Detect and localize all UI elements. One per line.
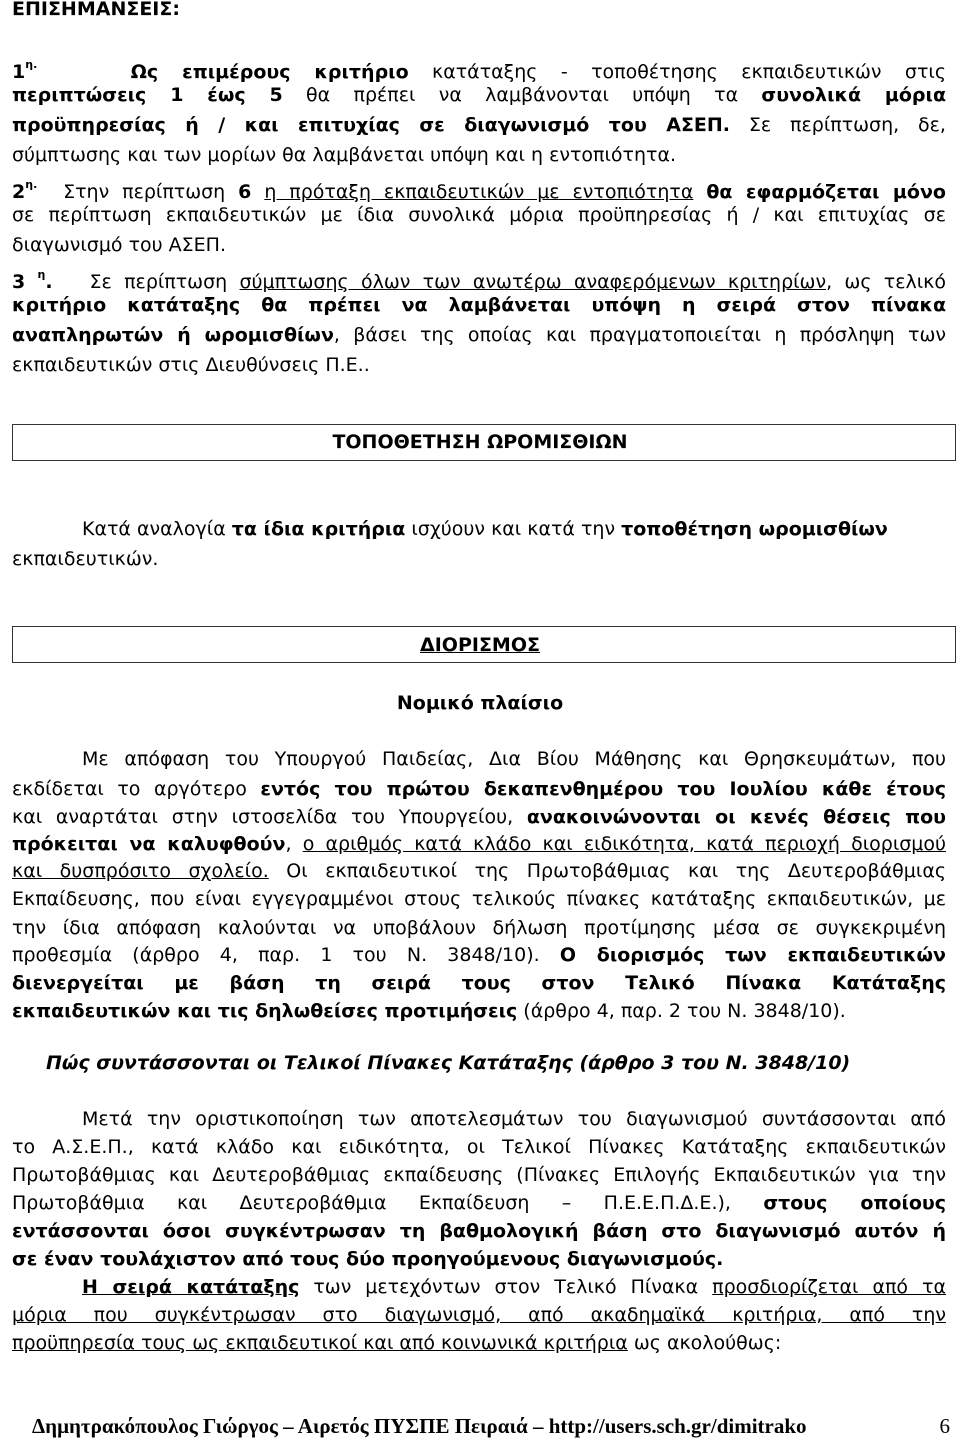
- note-3-line-4: εκπαιδευτικών στις Διευθύνσεις Π.Ε..: [12, 354, 370, 376]
- note-1-line-2: περιπτώσεις 1 έως 5 θα πρέπει να λαμβάνονται υπόψη τα συνολικά μόρια: [12, 84, 946, 106]
- appointment-line-4: πρόκειται να καλυφθούν, ο αριθμός κατά κλάδο και ειδικότητα, κατά περιοχή διορισμού: [12, 833, 946, 855]
- note-3-line-2: κριτήριο κατάταξης θα πρέπει να λαμβάνεται υπόψη η σειρά στον πίνακα: [12, 294, 946, 316]
- appointment-line-2: εκδίδεται το αργότερο εντός του πρώτου δεκαπενθημέρου του Ιουλίου κάθε έτους: [12, 778, 947, 800]
- footer-author: Δημητρακόπουλος Γιώργος – Αιρετός ΠΥΣΠΕ Πειραιά – http://users.sch.gr/dimitrako: [32, 1414, 807, 1438]
- final-tables-line-1: Μετά την οριστικοποίηση των αποτελεσμάτων του διαγωνισμού συντάσσονται από: [82, 1108, 946, 1130]
- appointment-line-9: διενεργείται με βάση τη σειρά τους στον Τελικό Πίνακα Κατάταξης: [12, 972, 946, 994]
- ranking-line-3: προϋπηρεσία τους ως εκπαιδευτικοί και από κοινωνικά κριτήρια ως ακολούθως:: [12, 1332, 782, 1354]
- section-title-appointment: ΔΙΟΡΙΣΜΟΣ: [420, 634, 540, 656]
- legal-framework-title: Νομικό πλαίσιο: [396, 692, 564, 714]
- appointment-line-8: προθεσμία (άρθρο 4, παρ. 1 του Ν. 3848/10). Ο διορισμός των εκπαιδευτικών: [12, 944, 946, 966]
- note-2-line-2: σε περίπτωση εκπαιδευτικών με ίδια συνολικά μόρια προϋπηρεσίας ή / και επιτυχίας σε: [12, 204, 946, 226]
- note-3-line-3: αναπληρωτών ή ωρομισθίων, βάσει της οποίας και πραγματοποιείται η πρόσληψη των: [12, 324, 947, 346]
- hourly-line-2: εκπαιδευτικών.: [12, 548, 159, 570]
- appointment-line-6: Εκπαίδευσης, που είναι εγγεγραμμένοι στους τελικούς πίνακες κατάταξης εκπαιδευτικών, με: [12, 888, 946, 910]
- note-3-line-1: 3 $^\eta$. Σε περίπτωση σύμπτωσης όλων των ανωτέρω αναφερόμενων κριτηρίων, ως τελικό: [12, 268, 947, 293]
- note-3-number: 3: [12, 271, 26, 293]
- note-1-number: 1: [12, 61, 26, 83]
- note-1-line-3: προϋπηρεσίας ή / και επιτυχίας σε διαγωνισμό του ΑΣΕΠ. Σε περίπτωση, δε,: [12, 114, 946, 136]
- final-tables-line-5: εντάσσονται όσοι συγκέντρωσαν τη βαθμολογική βάση στο διαγωνισμό αυτόν ή: [12, 1220, 946, 1242]
- appointment-line-5: και δυσπρόσιτο σχολείο. Οι εκπαιδευτικοί της Πρωτοβάθμιας και της Δευτεροβάθμιας: [12, 860, 946, 882]
- appointment-line-3: και αναρτάται στην ιστοσελίδα του Υπουργείου, ανακοινώνονται οι κενές θέσεις που: [12, 806, 946, 828]
- ranking-line-1: Η σειρά κατάταξης των μετεχόντων στον Τελικό Πίνακα προσδιορίζεται από τα: [82, 1276, 946, 1298]
- page-heading: ΕΠΙΣΗΜΑΝΣΕΙΣ:: [12, 0, 180, 20]
- final-tables-line-3: Πρωτοβάθμιας και Δευτεροβάθμιας εκπαίδευσης (Πίνακες Επιλογής Εκπαιδευτικών για την: [12, 1164, 946, 1186]
- appointment-line-1: Με απόφαση του Υπουργού Παιδείας, Δια Βίου Μάθησης και Θρησκευμάτων, που: [82, 748, 946, 770]
- note-1-line-4: σύμπτωσης και των μορίων θα λαμβάνεται υπόψη και η εντοπιότητα.: [12, 144, 677, 166]
- page-number: 6: [939, 1414, 950, 1438]
- final-tables-subheading: Πώς συντάσσονται οι Τελικοί Πίνακες Κατάταξης (άρθρο 3 του Ν. 3848/10): [46, 1052, 851, 1074]
- final-tables-line-6: σε έναν τουλάχιστον από τους δύο προηγούμενους διαγωνισμούς.: [12, 1248, 724, 1270]
- ranking-line-2: μόρια που συγκέντρωσαν στο διαγωνισμό, από ακαδημαϊκά κριτήρια, από την: [12, 1304, 946, 1326]
- note-2-line-3: διαγωνισμό του ΑΣΕΠ.: [12, 234, 227, 256]
- note-2-number: 2: [12, 181, 26, 203]
- appointment-line-10: εκπαιδευτικών και τις δηλωθείσες προτιμήσεις (άρθρο 4, παρ. 2 του Ν. 3848/10).: [12, 1000, 846, 1022]
- final-tables-line-4: Πρωτοβάθμια και Δευτεροβάθμια Εκπαίδευση – Π.Ε.Ε.Π.Δ.Ε.), στους οποίους: [12, 1192, 947, 1214]
- appointment-line-7: την ίδια απόφαση καλούνται να υποβάλουν δήλωση προτίμησης μέσα σε συγκεκριμένη: [12, 917, 946, 939]
- final-tables-line-2: το Α.Σ.Ε.Π., κατά κλάδο και ειδικότητα, οι Τελικοί Πίνακες Κατάταξης εκπαιδευτικών: [12, 1136, 946, 1158]
- page-footer: [32, 1412, 950, 1440]
- section-title-hourly-placement: ΤΟΠΟΘΕΤΗΣΗ ΩΡΟΜΙΣΘΙΩΝ: [332, 431, 628, 453]
- note-2-line-1: $2^{\eta.}$ Στην περίπτωση 6 η πρόταξη εκπαιδευτικών με εντοπιότητα θα εφαρμόζεται μόνο: [12, 178, 946, 203]
- note-1-line-1: $1^{\eta.}$ Ως επιμέρους κριτήριο κατάταξης - τοποθέτησης εκπαιδευτικών στις: [12, 58, 946, 83]
- hourly-line-1: Κατά αναλογία τα ίδια κριτήρια ισχύουν και κατά την τοποθέτηση ωρομισθίων: [82, 518, 888, 540]
